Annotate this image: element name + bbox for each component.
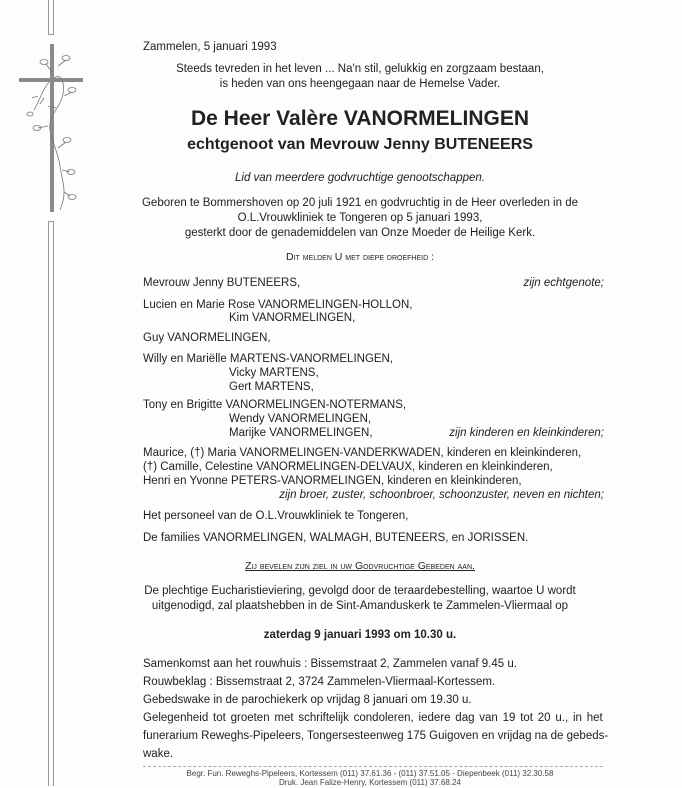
spouse-line: echtgenoot van Mevrouw Jenny BUTENEERS (187, 136, 533, 153)
quote-line-1: Steeds tevreden in het leven ... Na'n stil, gelukkig en zorgzaam bestaan, (176, 63, 544, 75)
footer-divider (143, 766, 603, 767)
border-line-bottom (48, 221, 54, 786)
quote-line-2: is heden van ons heengegaan naar de Hemelse Vader. (219, 78, 501, 90)
detail-line: Rouwbeklag : Bissemstraat 2, 3724 Zammelen-Vliermaal-Kortessem. (143, 676, 496, 688)
mourner-child: Guy VANORMELINGEN, (143, 332, 271, 344)
cross-with-vine-icon (16, 42, 86, 217)
mourner-siblings-role: zijn broer, zuster, schoonbroer, schoonzuster, neven en nichten; (279, 489, 604, 501)
footer-line-1: Begr. Fun. Reweghs-Pipeleers, Kortessem (011) 37.61.36 - (011) 37.51.05 - Diepenbeek (011) 32.30.58 (186, 769, 554, 778)
place-date: Zammelen, 5 januari 1993 (143, 41, 277, 53)
mourner-sibling: Henri en Yvonne PETERS-VANORMELINGEN, kinderen en kleinkinderen, (143, 475, 522, 487)
mourner-child: Willy en Mariëlle MARTENS-VANORMELINGEN, (143, 353, 394, 365)
border-line-top (48, 0, 54, 35)
footer-line-2: Druk. Jean Falize-Henry, Kortessem (011) 37.68.24 (278, 778, 461, 787)
mourner-child: Lucien en Marie Rose VANORMELINGEN-HOLLON, (143, 299, 413, 311)
ceremony-date: zaterdag 9 januari 1993 om 10.30 u. (263, 629, 457, 641)
mourner-child: Tony en Brigitte VANORMELINGEN-NOTERMANS, (143, 399, 407, 411)
detail-line: funerarium Reweghs-Pipeleers, Tongersesteenweg 175 Guigoven en vrijdag na de gebeds- (143, 730, 609, 742)
birth-death-line-1: Geboren te Bommershoven op 20 juli 1921 en godvruchtig in de Heer overleden in de (141, 197, 578, 209)
prayer-request: Zij bevelen zijn ziel in uw Godvruchtige Gebeden aan. (245, 560, 475, 572)
ceremony-line-2: uitgenodigd, zal plaatshebben in de Sint-Amanduskerk te Zammelen-Vliermaal op (151, 600, 569, 612)
deceased-name: De Heer Valère VANORMELINGEN (190, 107, 530, 130)
mourner-grandchild: Marijke VANORMELINGEN, (229, 427, 373, 439)
mourner-families: De families VANORMELINGEN, WALMAGH, BUTENEERS, en JORISSEN. (143, 532, 529, 544)
mourner-children-role: zijn kinderen en kleinkinderen; (449, 427, 604, 439)
mourner-grandchild: Wendy VANORMELINGEN, (229, 413, 372, 425)
mourner-sibling: Maurice, (†) Maria VANORMELINGEN-VANDERKWADEN, kinderen en kleinkinderen, (143, 447, 582, 459)
announcement: Dit melden U met diepe droefheid : (286, 251, 434, 263)
birth-death-line-2: O.L.Vrouwkliniek te Tongeren op 5 januari 1993, (237, 212, 483, 224)
birth-death-line-3: gesterkt door de genademiddelen van Onze Moeder de Heilige Kerk. (184, 227, 536, 239)
mourner-grandchild: Gert MARTENS, (229, 381, 314, 393)
ceremony-line-1: De plechtige Eucharistieviering, gevolgd door de teraardebestelling, waartoe U wordt (144, 585, 576, 597)
mourner-grandchild: Kim VANORMELINGEN, (229, 312, 356, 324)
mourner-staff: Het personeel van de O.L.Vrouwkliniek te Tongeren, (143, 510, 409, 522)
detail-line: wake. (143, 748, 174, 760)
detail-line: Gebedswake in de parochiekerk op vrijdag 8 januari om 19.30 u. (143, 694, 472, 706)
mourner-spouse-role: zijn echtgenote; (523, 277, 604, 289)
mourner-sibling: (†) Camille, Celestine VANORMELINGEN-DELVAUX, kinderen en kleinkinderen, (143, 461, 553, 473)
detail-line: Samenkomst aan het rouwhuis : Bissemstraat 2, Zammelen vanaf 9.45 u. (143, 658, 517, 670)
mourner-grandchild: Vicky MARTENS, (229, 367, 319, 379)
membership: Lid van meerdere godvruchtige genootschappen. (235, 172, 485, 184)
mourner-spouse: Mevrouw Jenny BUTENEERS, (143, 277, 301, 289)
detail-line: Gelegenheid tot groeten met schriftelijk condoleren, iedere dag van 19 tot 20 u., in het (143, 712, 603, 724)
